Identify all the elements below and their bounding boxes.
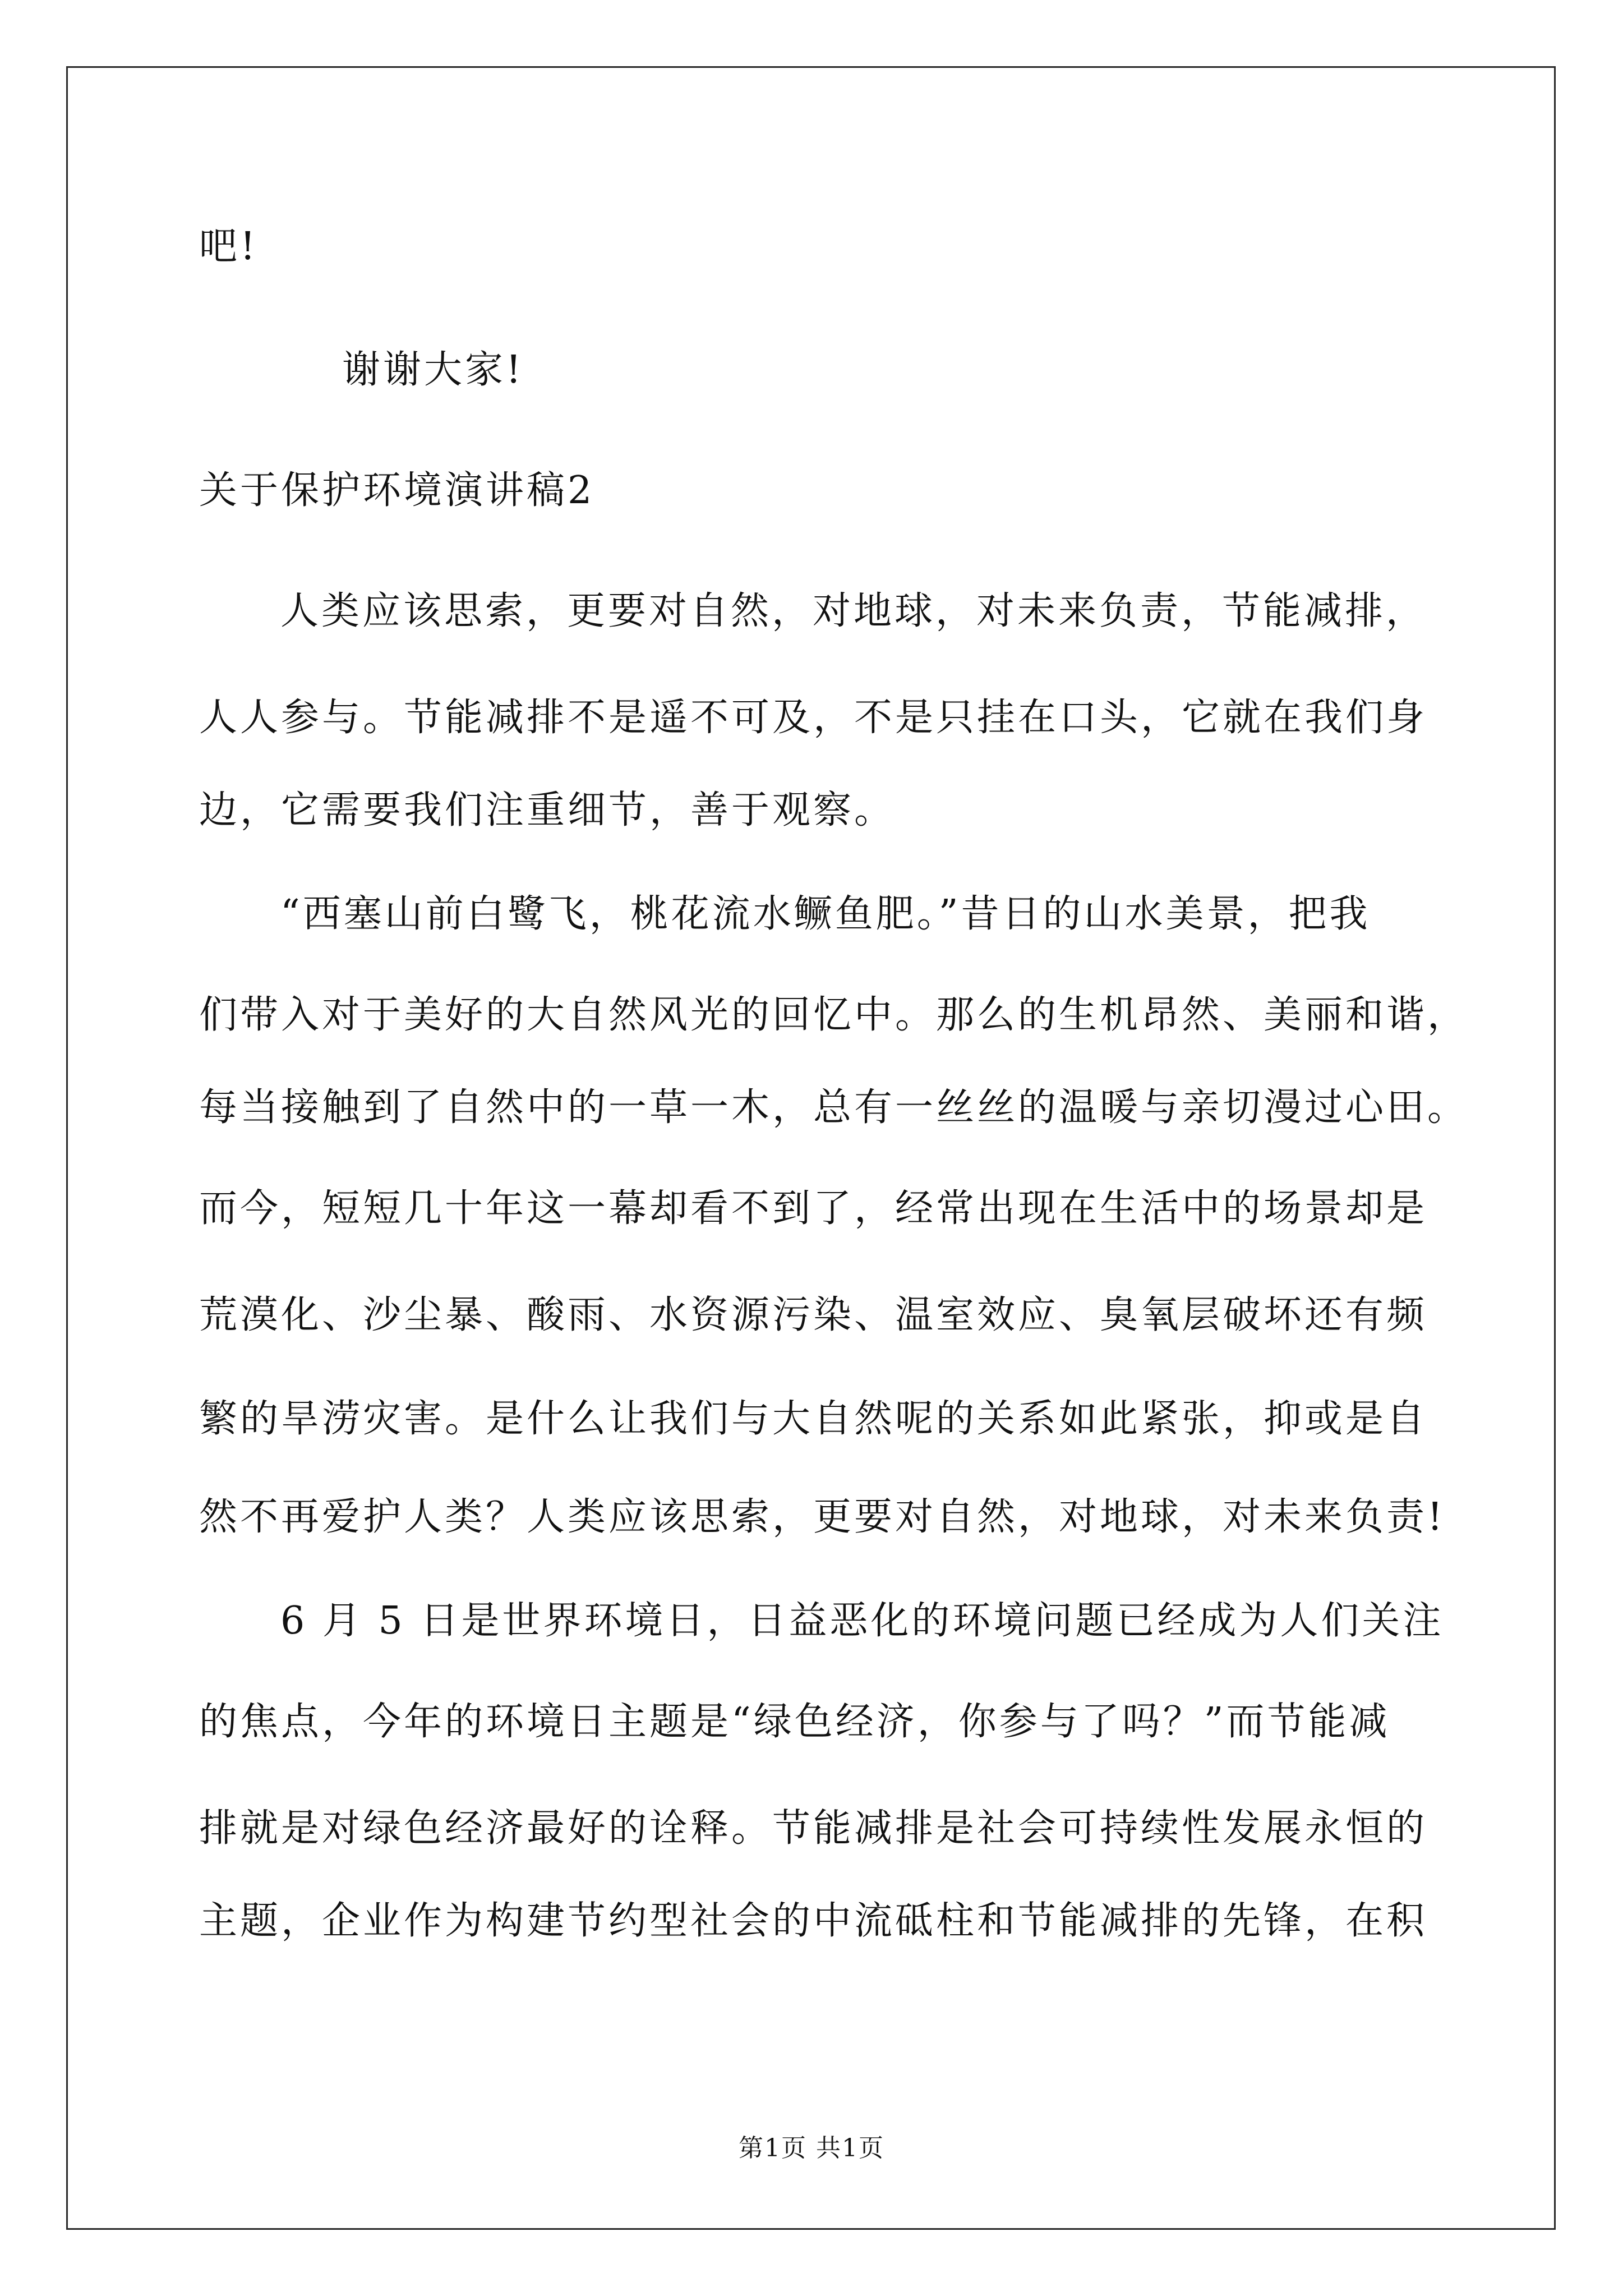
paragraph-2-line-3: 每当接触到了自然中的一草一木，总有一丝丝的温暖与亲切漫过心田。	[199, 1085, 1469, 1130]
paragraph-3-line-4: 主题，企业作为构建节约型社会的中流砥柱和节能减排的先锋，在积	[199, 1899, 1428, 1943]
paragraph-2-line-1: “西塞山前白鹭飞，桃花流水鳜鱼肥。”昔日的山水美景，把我	[280, 892, 1371, 936]
closing-thanks: 谢谢大家!	[342, 348, 524, 392]
paragraph-1-line-1: 人类应该思索，更要对自然，对地球，对未来负责，节能减排，	[280, 589, 1427, 633]
paragraph-3-line-1: 6 月 5 日是世界环境日，日益恶化的环境问题已经成为人们关注	[280, 1599, 1444, 1643]
paragraph-3-line-2: 的焦点，今年的环境日主题是“绿色经济，你参与了吗？”而节能减	[199, 1700, 1390, 1744]
paragraph-3-line-3: 排就是对绿色经济最好的诠释。节能减排是社会可持续性发展永恒的	[199, 1806, 1428, 1851]
paragraph-2-line-6: 繁的旱涝灾害。是什么让我们与大自然呢的关系如此紧张，抑或是自	[199, 1397, 1428, 1441]
text-line-1: 吧!	[199, 224, 259, 269]
paragraph-2-line-2: 们带入对于美好的大自然风光的回忆中。那么的生机昂然、美丽和谐，	[199, 993, 1469, 1037]
paragraph-2-line-4: 而今，短短几十年这一幕却看不到了，经常出现在生活中的场景却是	[199, 1186, 1428, 1231]
paragraph-2-line-7: 然不再爱护人类？人类应该思索，更要对自然，对地球，对未来负责!	[199, 1495, 1446, 1539]
page-footer: 第1页 共1页	[739, 2134, 884, 2162]
paragraph-1-line-2: 人人参与。节能减排不是遥不可及，不是只挂在口头，它就在我们身	[199, 696, 1428, 740]
paragraph-1-line-3: 边，它需要我们注重细节，善于观察。	[199, 788, 896, 832]
section-title: 关于保护环境演讲稿2	[199, 468, 595, 513]
paragraph-2-line-5: 荒漠化、沙尘暴、酸雨、水资源污染、温室效应、臭氧层破坏还有频	[199, 1293, 1428, 1337]
